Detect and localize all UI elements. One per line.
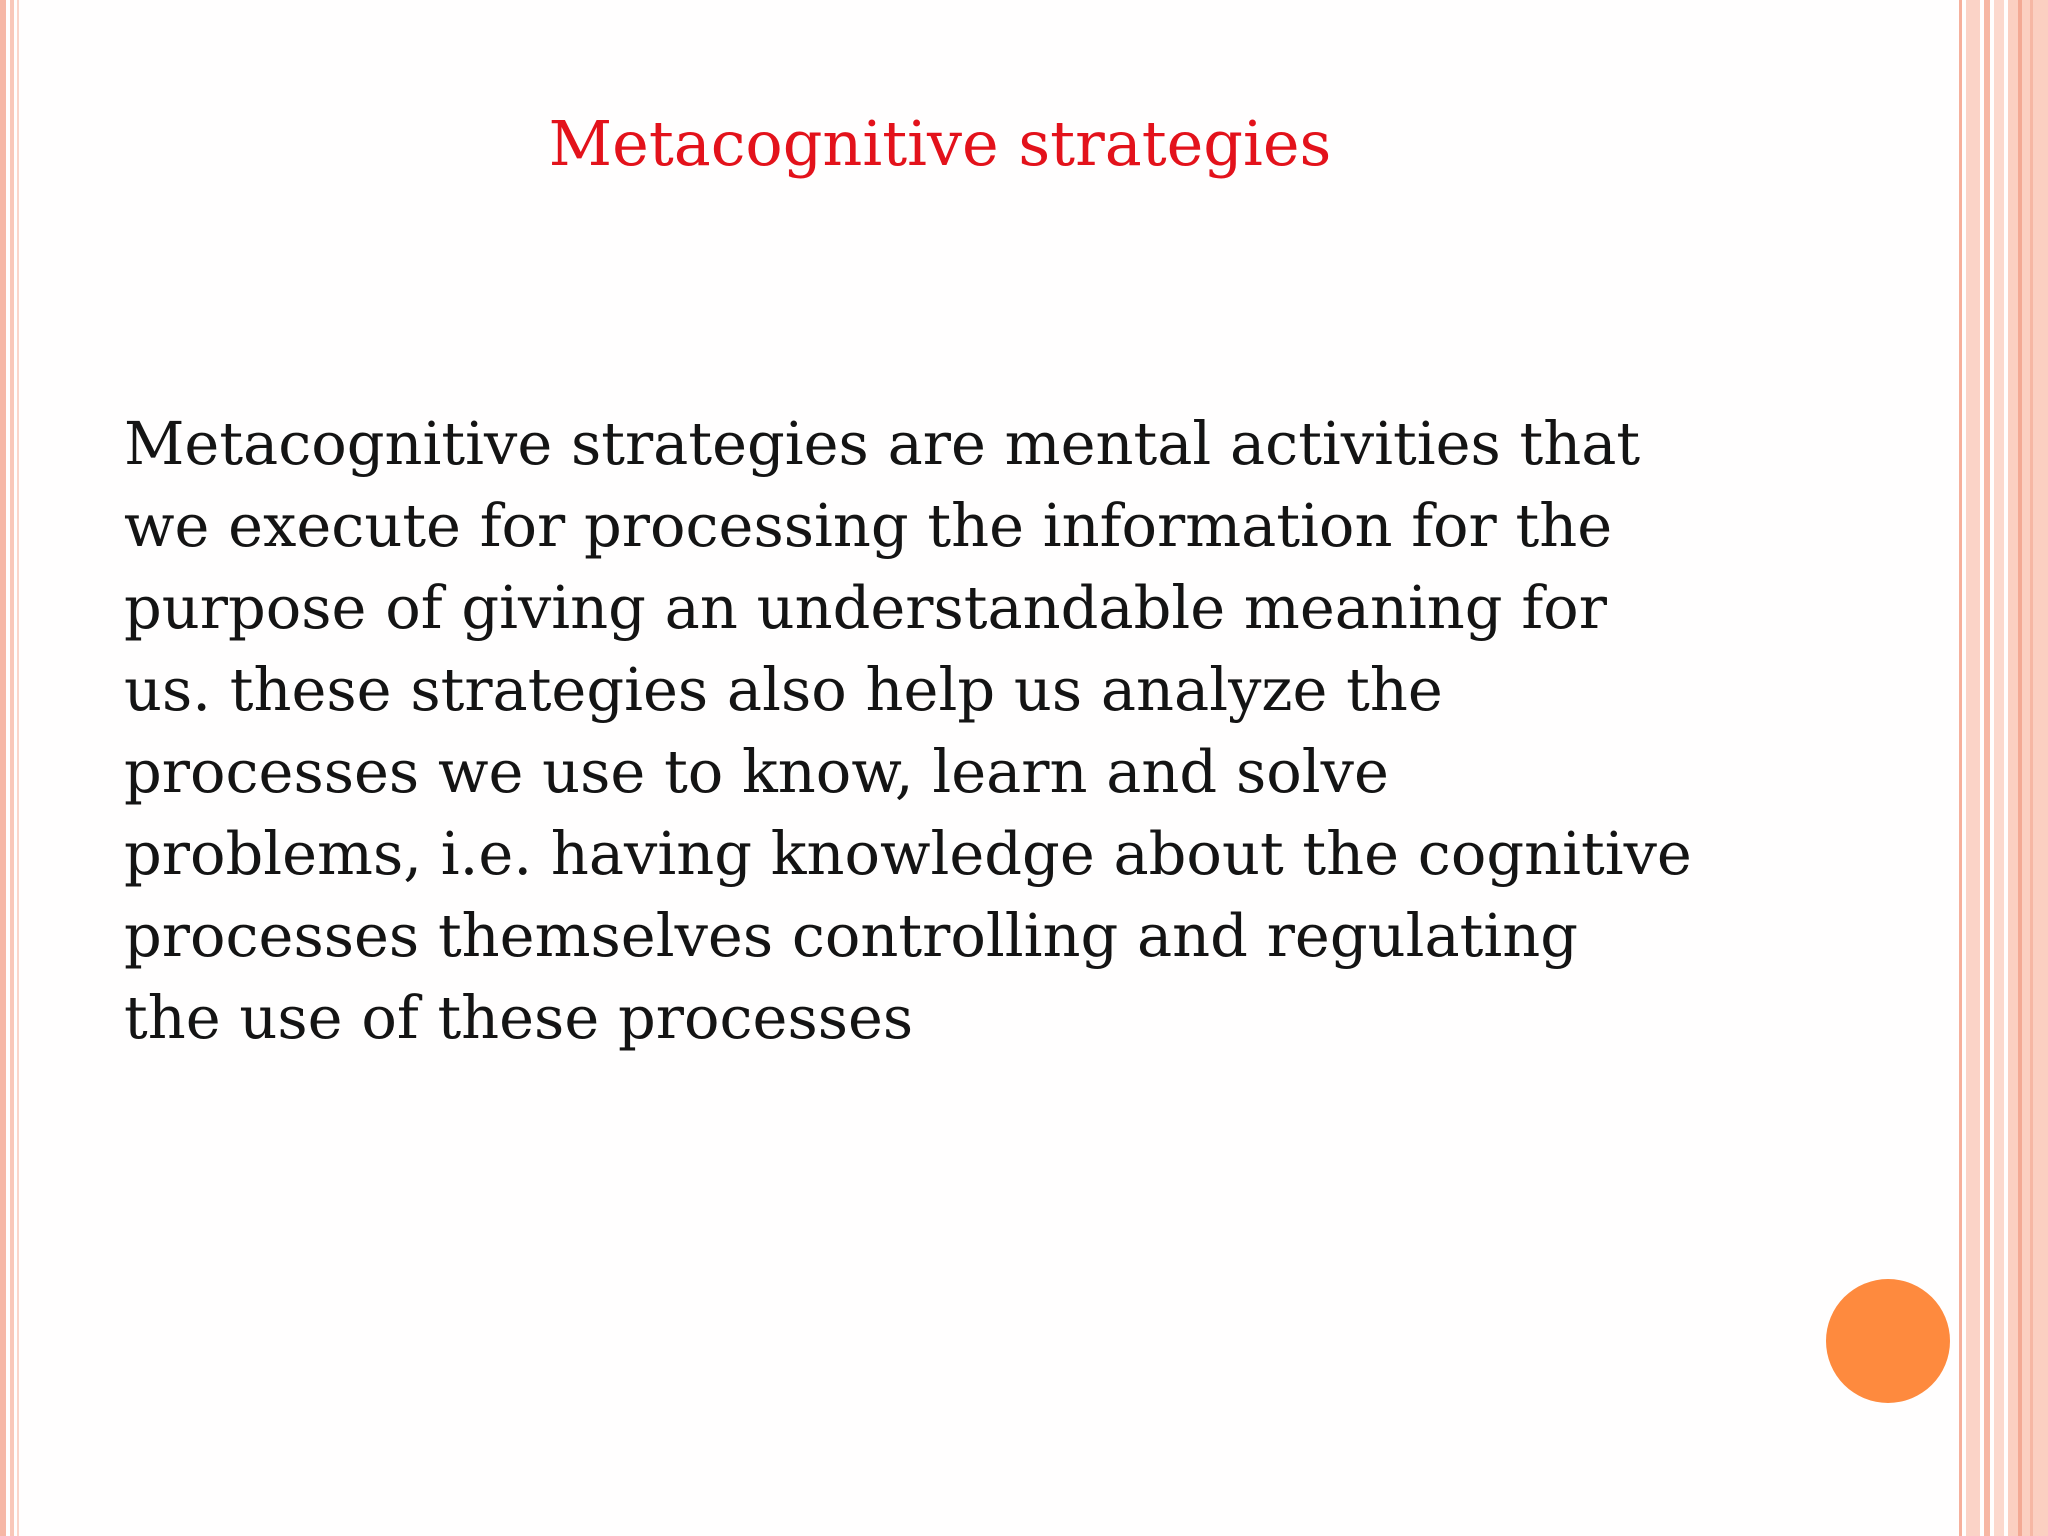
slide-title: Metacognitive strategies bbox=[548, 107, 1332, 180]
body-line: Metacognitive strategies are mental activities that bbox=[124, 409, 1641, 478]
right-border-stripe bbox=[2018, 0, 2022, 1536]
body-line: processes we use to know, learn and solve bbox=[124, 737, 1389, 806]
orange-circle-decoration bbox=[1826, 1279, 1950, 1403]
body-line: the use of these processes bbox=[124, 983, 914, 1052]
right-border-stripe bbox=[1984, 0, 1990, 1536]
left-border-stripe bbox=[10, 0, 14, 1536]
left-border-stripe bbox=[0, 0, 6, 1536]
body-line: problems, i.e. having knowledge about the cognitive bbox=[124, 819, 1692, 888]
right-border-stripe bbox=[2030, 0, 2033, 1536]
body-line: processes themselves controlling and regulating bbox=[124, 901, 1578, 970]
body-line: us. these strategies also help us analyze the bbox=[124, 655, 1443, 724]
right-border-stripe bbox=[1959, 0, 1962, 1536]
right-border-stripe bbox=[2008, 0, 2048, 1536]
left-border-stripe bbox=[17, 0, 19, 1536]
body-line: purpose of giving an understandable meaning for bbox=[124, 573, 1607, 642]
right-border-stripe bbox=[1994, 0, 2004, 1536]
body-line: we execute for processing the information for the bbox=[124, 491, 1613, 560]
right-border-stripe bbox=[1966, 0, 1980, 1536]
slide-body-text bbox=[124, 403, 1844, 1059]
